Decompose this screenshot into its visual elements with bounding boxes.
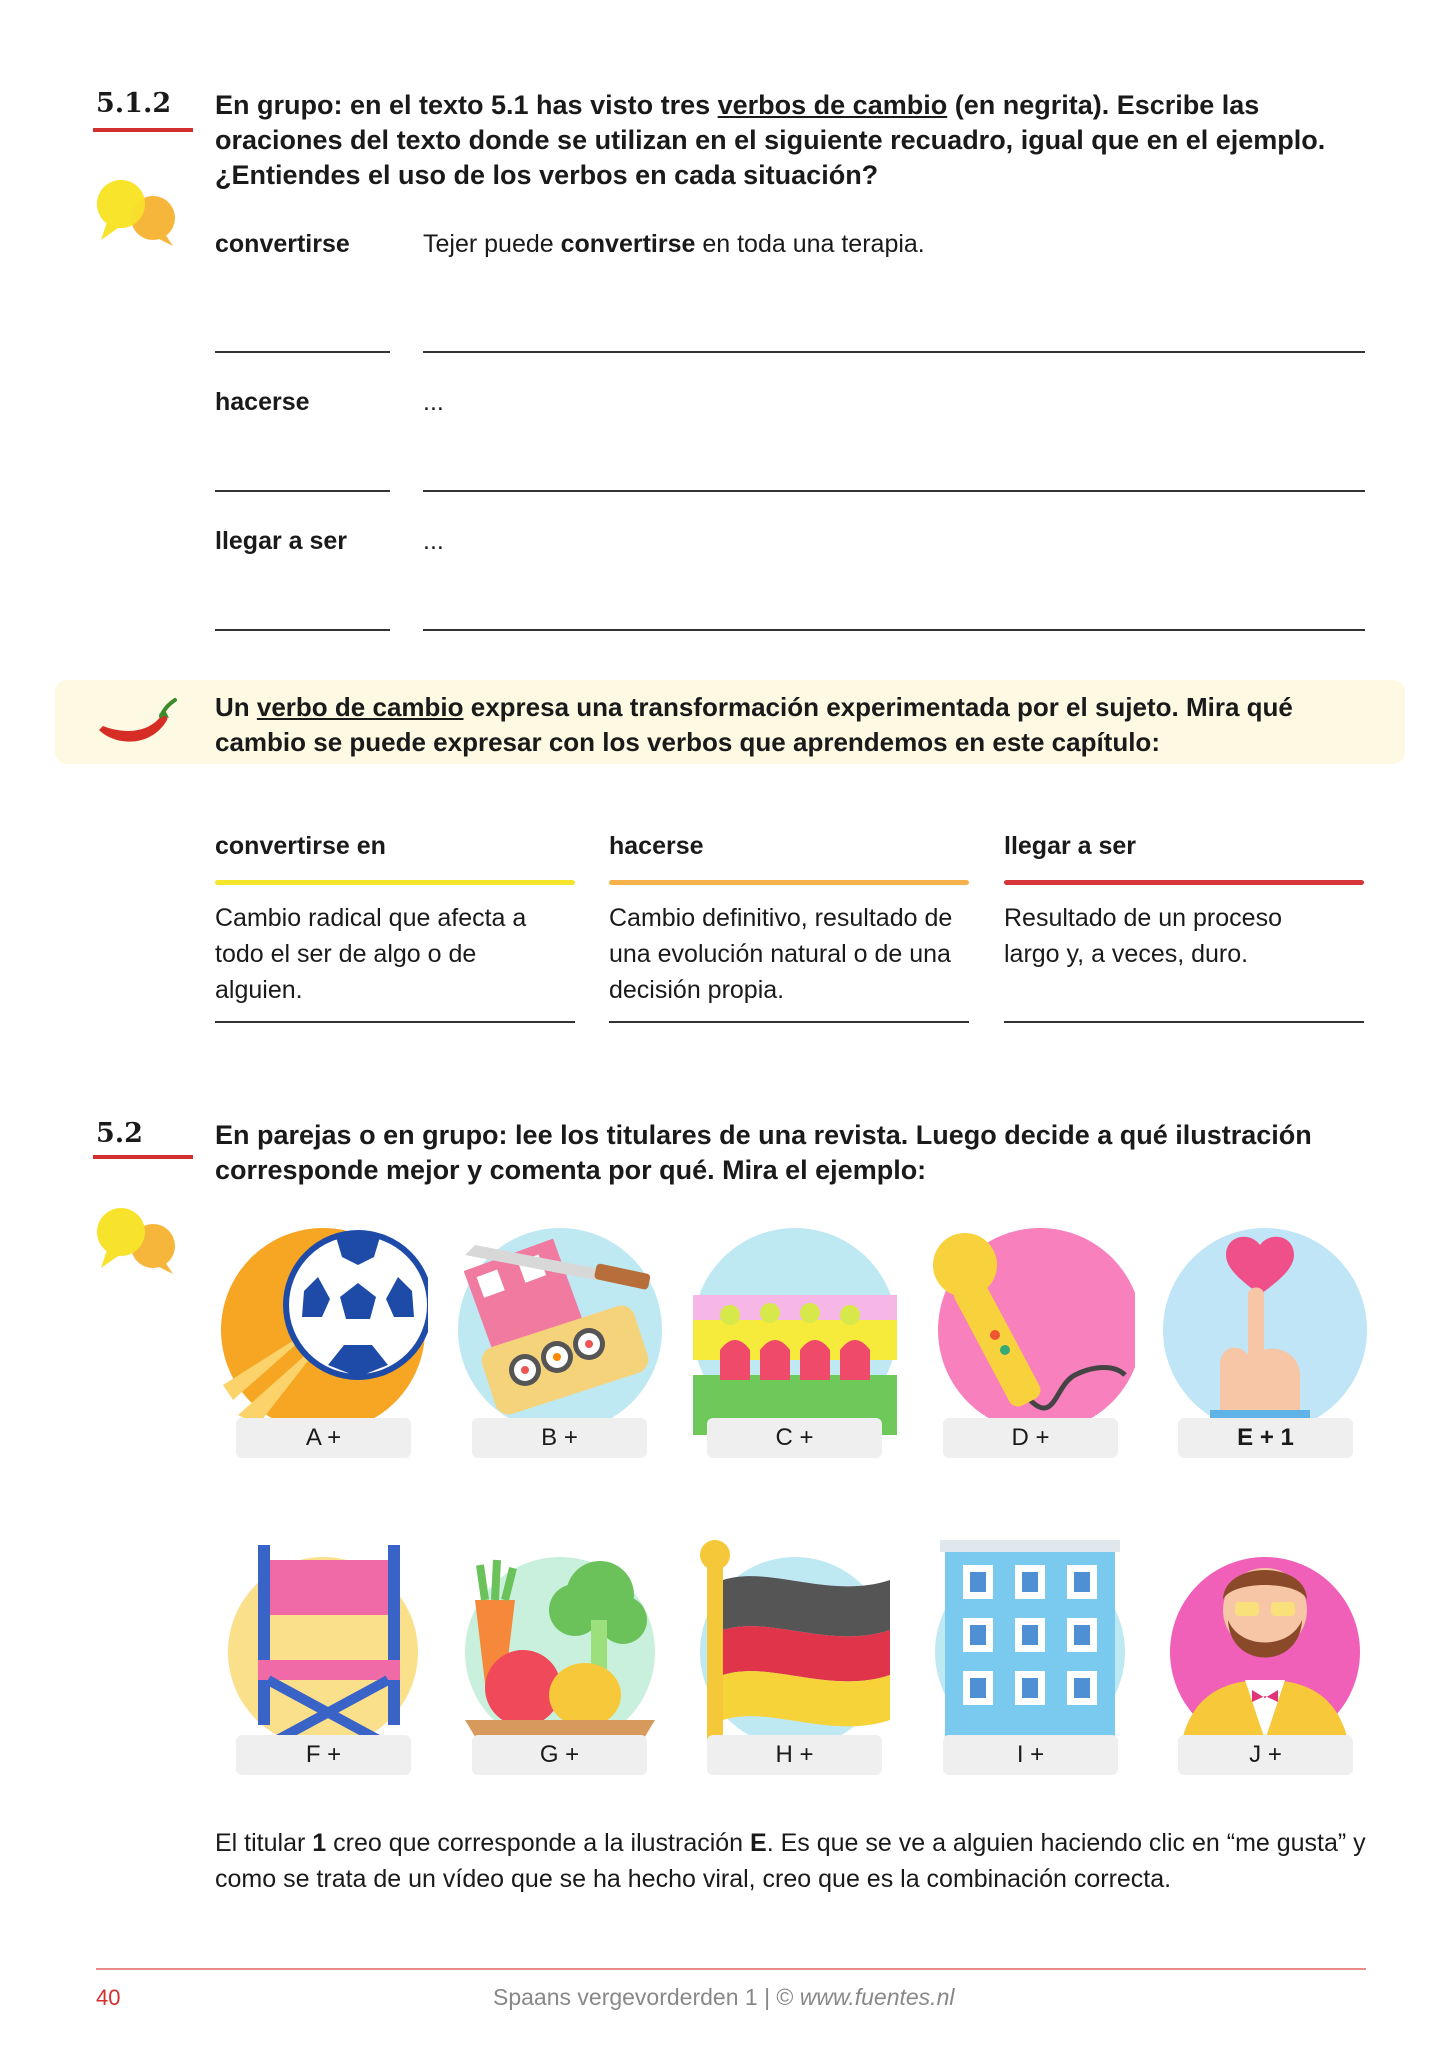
tip-text: Un verbo de cambio expresa una transformación experimentada por el sujeto. Mira qué cambio se puede expresar con los verbos que aprendemos en este capítulo: — [215, 692, 1293, 757]
example-answer: El titular 1 creo que corresponde a la ilustración E. Es que se ve a alguien haciendo clic en “me gusta” y como se trata de un vídeo que se ha hecho viral, creo que es la combinación correcta. — [215, 1829, 1366, 1893]
illustration-tag[interactable]: J + — [1178, 1735, 1353, 1775]
column-head: hacerse — [609, 832, 704, 860]
illustration-tag[interactable]: G + — [472, 1735, 647, 1775]
chat-bubbles-icon — [95, 178, 181, 248]
section-number: 5.1.2 — [96, 88, 172, 119]
column-underline — [609, 1021, 969, 1023]
column-head: convertirse en — [215, 832, 386, 860]
verb-label-convertirse: convertirse — [215, 230, 350, 258]
footer-divider — [96, 1968, 1366, 1970]
example-sentence: Tejer puede convertirse en toda una terapia. — [423, 230, 925, 258]
column-head: llegar a ser — [1004, 832, 1137, 860]
answer-line[interactable] — [215, 629, 390, 631]
instruction-512: En grupo: en el texto 5.1 has visto tres verbos de cambio (en negrita). Escribe las oraciones del texto donde se utilizan en el siguiente recuadro, igual que en el ejemplo. ¿Entiendes el uso de los verbos en cada situación? — [215, 90, 1326, 190]
building-icon — [925, 1540, 1135, 1750]
chili-pepper-icon — [95, 696, 180, 752]
column-bar-orange — [609, 880, 969, 885]
answer-line[interactable] — [423, 629, 1365, 631]
illustration-tag[interactable]: H + — [707, 1735, 882, 1775]
german-flag-icon — [690, 1540, 900, 1750]
chat-bubbles-icon — [95, 1206, 181, 1276]
footer-credit: Spaans vergevorderden 1 | © www.fuentes.nl — [493, 1984, 955, 2010]
column-bar-red — [1004, 880, 1364, 885]
sushi-knife-icon — [455, 1225, 665, 1435]
microphone-icon — [925, 1225, 1135, 1435]
illustration-tag[interactable]: F + — [236, 1735, 411, 1775]
section-number: 5.2 — [96, 1118, 143, 1149]
soccer-ball-icon — [218, 1225, 428, 1435]
column-underline — [1004, 1021, 1364, 1023]
answer-placeholder: ... — [423, 527, 444, 555]
page-number: 40 — [96, 1985, 121, 2010]
column-bar-yellow — [215, 880, 575, 885]
column-text: Cambio definitivo, resultado de una evolución natural o de una decisión propia. — [609, 904, 953, 1004]
vegetables-icon — [455, 1540, 665, 1750]
illustration-tag[interactable]: B + — [472, 1418, 647, 1458]
answer-line[interactable] — [423, 351, 1365, 353]
illustration-tag[interactable]: I + — [943, 1735, 1118, 1775]
section-underline — [93, 128, 193, 132]
column-text: Cambio radical que afecta a todo el ser de algo o de alguien. — [215, 904, 527, 1004]
illustration-tag[interactable]: E + 1 — [1178, 1418, 1353, 1458]
illustration-tag[interactable]: D + — [943, 1418, 1118, 1458]
director-chair-icon — [218, 1540, 428, 1750]
illustration-tag[interactable]: C + — [707, 1418, 882, 1458]
verb-label-hacerse: hacerse — [215, 388, 310, 416]
like-heart-icon — [1160, 1225, 1370, 1435]
tulip-field-icon — [690, 1225, 900, 1435]
answer-line[interactable] — [215, 490, 390, 492]
section-underline — [93, 1155, 193, 1159]
column-underline — [215, 1021, 575, 1023]
column-text: Resultado de un proceso largo y, a veces, duro. — [1004, 904, 1282, 968]
bearded-man-icon — [1160, 1540, 1370, 1750]
answer-line[interactable] — [423, 490, 1365, 492]
instruction-52: En parejas o en grupo: lee los titulares de una revista. Luego decide a qué ilustración corresponde mejor y comenta por qué. Mira el ejemplo: — [215, 1120, 1312, 1185]
answer-placeholder: ... — [423, 388, 444, 416]
illustration-tag[interactable]: A + — [236, 1418, 411, 1458]
answer-line[interactable] — [215, 351, 390, 353]
verb-label-llegar-a-ser: llegar a ser — [215, 527, 348, 555]
